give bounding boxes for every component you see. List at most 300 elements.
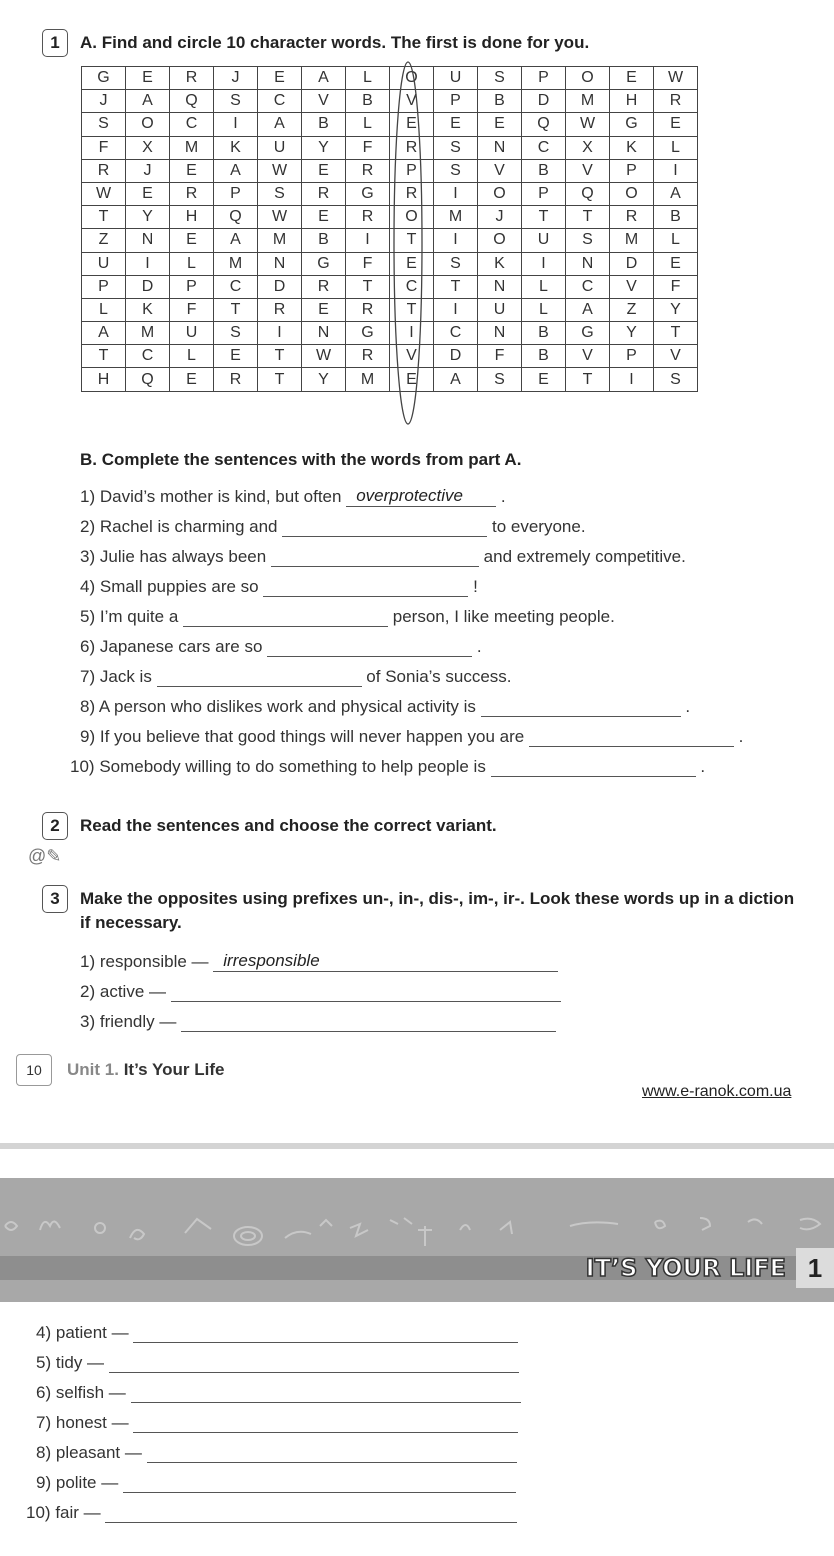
grid-cell[interactable]: X bbox=[566, 136, 610, 159]
item-number: 5) bbox=[36, 1353, 52, 1372]
grid-cell[interactable]: M bbox=[346, 368, 390, 391]
grid-cell[interactable]: L bbox=[346, 113, 390, 136]
grid-cell[interactable]: K bbox=[126, 298, 170, 321]
answer-blank[interactable] bbox=[181, 1013, 556, 1032]
grid-cell[interactable]: Y bbox=[654, 298, 698, 321]
opposite-item bbox=[26, 1503, 517, 1523]
grid-cell[interactable]: I bbox=[390, 322, 434, 345]
sentence-text: Jack is bbox=[99, 667, 152, 686]
sentence-number: 9) bbox=[80, 727, 96, 746]
grid-cell[interactable]: S bbox=[478, 368, 522, 391]
grid-cell[interactable]: P bbox=[522, 182, 566, 205]
grid-cell[interactable]: W bbox=[566, 113, 610, 136]
sentence bbox=[80, 667, 512, 687]
sentence bbox=[70, 757, 705, 777]
grid-cell[interactable]: N bbox=[258, 252, 302, 275]
grid-cell[interactable]: A bbox=[566, 298, 610, 321]
sentence-number: 3) bbox=[80, 547, 96, 566]
grid-cell[interactable]: I bbox=[434, 229, 478, 252]
sentence-text-end: . bbox=[700, 757, 706, 776]
item-number: 8) bbox=[36, 1443, 52, 1462]
grid-cell[interactable]: G bbox=[610, 113, 654, 136]
answer-text: overprotective bbox=[356, 486, 463, 505]
grid-cell[interactable]: P bbox=[214, 182, 258, 205]
grid-cell[interactable]: O bbox=[566, 67, 610, 90]
sentence-text-end: of Sonia’s success. bbox=[366, 667, 512, 686]
grid-cell[interactable]: A bbox=[654, 182, 698, 205]
answer-blank[interactable] bbox=[491, 758, 696, 777]
grid-cell[interactable]: B bbox=[302, 229, 346, 252]
grid-cell[interactable]: G bbox=[346, 182, 390, 205]
grid-cell[interactable]: B bbox=[478, 90, 522, 113]
exercise-number: 3 bbox=[42, 885, 68, 913]
grid-cell[interactable]: F bbox=[346, 252, 390, 275]
grid-cell[interactable]: L bbox=[654, 136, 698, 159]
answer-blank[interactable] bbox=[183, 608, 388, 627]
grid-cell[interactable]: O bbox=[478, 229, 522, 252]
grid-cell[interactable]: P bbox=[170, 275, 214, 298]
grid-cell[interactable]: P bbox=[610, 159, 654, 182]
grid-cell[interactable]: E bbox=[214, 345, 258, 368]
grid-cell[interactable]: Z bbox=[82, 229, 126, 252]
grid-cell[interactable]: L bbox=[654, 229, 698, 252]
grid-cell[interactable]: U bbox=[258, 136, 302, 159]
page-banner bbox=[0, 1178, 834, 1302]
grid-cell[interactable]: C bbox=[522, 136, 566, 159]
grid-cell[interactable]: Q bbox=[126, 368, 170, 391]
grid-cell[interactable]: J bbox=[126, 159, 170, 182]
grid-cell[interactable]: J bbox=[214, 67, 258, 90]
grid-cell[interactable]: B bbox=[522, 159, 566, 182]
grid-cell[interactable]: N bbox=[478, 136, 522, 159]
grid-cell[interactable]: V bbox=[478, 159, 522, 182]
grid-cell[interactable]: F bbox=[478, 345, 522, 368]
sentence-number: 1) bbox=[80, 487, 96, 506]
grid-cell[interactable]: T bbox=[390, 229, 434, 252]
sentence bbox=[80, 727, 743, 747]
grid-cell[interactable]: V bbox=[390, 90, 434, 113]
grid-cell[interactable]: O bbox=[126, 113, 170, 136]
unit-title: Unit 1. It’s Your Life bbox=[67, 1060, 225, 1079]
exercise-number: 2 bbox=[42, 812, 68, 840]
grid-cell[interactable]: U bbox=[522, 229, 566, 252]
grid-cell[interactable]: G bbox=[302, 252, 346, 275]
sentence bbox=[80, 697, 690, 717]
grid-cell[interactable]: R bbox=[346, 206, 390, 229]
sentence-text-end: . bbox=[738, 727, 744, 746]
grid-cell[interactable]: R bbox=[302, 182, 346, 205]
grid-cell[interactable]: E bbox=[170, 368, 214, 391]
grid-cell[interactable]: I bbox=[610, 368, 654, 391]
grid-cell[interactable]: T bbox=[654, 322, 698, 345]
grid-cell[interactable]: Q bbox=[522, 113, 566, 136]
grid-cell[interactable]: K bbox=[610, 136, 654, 159]
grid-cell[interactable]: P bbox=[390, 159, 434, 182]
grid-cell[interactable]: N bbox=[302, 322, 346, 345]
grid-cell[interactable]: K bbox=[478, 252, 522, 275]
grid-cell[interactable]: L bbox=[170, 252, 214, 275]
opposite-item bbox=[36, 1353, 519, 1373]
opposite-item bbox=[80, 982, 561, 1002]
item-word: responsible — bbox=[99, 952, 209, 971]
grid-cell[interactable]: E bbox=[170, 159, 214, 182]
grid-cell[interactable]: A bbox=[214, 229, 258, 252]
grid-cell[interactable]: T bbox=[82, 345, 126, 368]
grid-cell[interactable]: T bbox=[434, 275, 478, 298]
answer-blank[interactable] bbox=[263, 578, 468, 597]
answer-blank[interactable] bbox=[481, 698, 681, 717]
grid-cell[interactable]: U bbox=[82, 252, 126, 275]
grid-cell[interactable]: S bbox=[258, 182, 302, 205]
grid-cell[interactable]: W bbox=[82, 182, 126, 205]
grid-cell[interactable]: S bbox=[566, 229, 610, 252]
answer-text: irresponsible bbox=[223, 951, 320, 970]
grid-cell[interactable]: B bbox=[522, 322, 566, 345]
grid-cell[interactable]: S bbox=[214, 90, 258, 113]
grid-cell[interactable]: R bbox=[654, 90, 698, 113]
grid-cell[interactable]: A bbox=[126, 90, 170, 113]
grid-cell[interactable]: L bbox=[522, 275, 566, 298]
grid-cell[interactable]: S bbox=[654, 368, 698, 391]
grid-cell[interactable]: I bbox=[214, 113, 258, 136]
grid-cell[interactable]: Y bbox=[610, 322, 654, 345]
grid-cell[interactable]: E bbox=[126, 182, 170, 205]
grid-cell[interactable]: E bbox=[170, 229, 214, 252]
circled-word-oval bbox=[388, 56, 428, 430]
grid-cell[interactable]: V bbox=[566, 345, 610, 368]
grid-cell[interactable]: T bbox=[214, 298, 258, 321]
grid-cell[interactable]: E bbox=[654, 252, 698, 275]
exercise-3-heading-cont: if necessary. bbox=[80, 913, 182, 932]
answer-blank[interactable] bbox=[131, 1384, 521, 1403]
grid-cell[interactable]: V bbox=[390, 345, 434, 368]
grid-cell[interactable]: M bbox=[610, 229, 654, 252]
grid-cell[interactable]: S bbox=[82, 113, 126, 136]
grid-cell[interactable]: U bbox=[478, 298, 522, 321]
grid-cell[interactable]: O bbox=[478, 182, 522, 205]
grid-cell[interactable]: I bbox=[258, 322, 302, 345]
opposite-item bbox=[36, 1323, 518, 1343]
grid-cell[interactable]: H bbox=[82, 368, 126, 391]
sentence-number: 10) bbox=[70, 757, 95, 776]
item-number: 9) bbox=[36, 1473, 52, 1492]
grid-cell[interactable]: E bbox=[610, 67, 654, 90]
item-number: 10) bbox=[26, 1503, 51, 1522]
grid-cell[interactable]: T bbox=[390, 298, 434, 321]
answer-blank[interactable] bbox=[267, 638, 472, 657]
sentence bbox=[80, 607, 615, 627]
opposite-item bbox=[36, 1443, 517, 1463]
exercise-number: 1 bbox=[42, 29, 68, 57]
grid-cell[interactable]: K bbox=[214, 136, 258, 159]
grid-cell[interactable]: A bbox=[434, 368, 478, 391]
item-word: active — bbox=[99, 982, 166, 1001]
item-number: 1) bbox=[80, 952, 96, 971]
grid-cell[interactable]: Y bbox=[302, 136, 346, 159]
sentence bbox=[80, 637, 482, 657]
grid-cell[interactable]: Q bbox=[170, 90, 214, 113]
grid-cell[interactable]: Q bbox=[214, 206, 258, 229]
grid-cell[interactable]: J bbox=[478, 206, 522, 229]
grid-cell[interactable]: L bbox=[346, 67, 390, 90]
grid-cell[interactable]: T bbox=[258, 345, 302, 368]
grid-cell[interactable]: M bbox=[214, 252, 258, 275]
grid-cell[interactable]: W bbox=[258, 206, 302, 229]
grid-cell[interactable]: E bbox=[654, 113, 698, 136]
grid-cell[interactable]: A bbox=[258, 113, 302, 136]
item-number: 7) bbox=[36, 1413, 52, 1432]
grid-cell[interactable]: R bbox=[82, 159, 126, 182]
grid-cell[interactable]: Q bbox=[566, 182, 610, 205]
grid-cell[interactable]: R bbox=[258, 298, 302, 321]
item-word: patient — bbox=[55, 1323, 129, 1342]
grid-cell[interactable]: B bbox=[346, 90, 390, 113]
grid-cell[interactable]: X bbox=[126, 136, 170, 159]
grid-cell[interactable]: E bbox=[478, 113, 522, 136]
grid-cell[interactable]: J bbox=[82, 90, 126, 113]
grid-cell[interactable]: F bbox=[170, 298, 214, 321]
grid-cell[interactable]: U bbox=[170, 322, 214, 345]
item-word: selfish — bbox=[55, 1383, 126, 1402]
answer-blank[interactable] bbox=[147, 1444, 517, 1463]
sentence-text: If you believe that good things will never happen you are bbox=[99, 727, 525, 746]
answer-blank[interactable] bbox=[213, 953, 558, 972]
grid-cell[interactable]: C bbox=[434, 322, 478, 345]
answer-blank[interactable] bbox=[282, 518, 487, 537]
grid-cell[interactable]: E bbox=[126, 67, 170, 90]
grid-cell[interactable]: T bbox=[258, 368, 302, 391]
grid-cell[interactable]: C bbox=[170, 113, 214, 136]
grid-cell[interactable]: E bbox=[258, 67, 302, 90]
grid-cell[interactable]: T bbox=[522, 206, 566, 229]
sentence bbox=[80, 517, 586, 537]
grid-cell[interactable]: B bbox=[654, 206, 698, 229]
sentence-text: I’m quite a bbox=[99, 607, 179, 626]
grid-cell[interactable]: F bbox=[82, 136, 126, 159]
grid-cell[interactable]: Y bbox=[126, 206, 170, 229]
grid-cell[interactable]: A bbox=[302, 67, 346, 90]
part-b-heading: B. Complete the sentences with the words from part A. bbox=[80, 450, 522, 469]
grid-cell[interactable]: E bbox=[390, 113, 434, 136]
grid-cell[interactable]: R bbox=[170, 67, 214, 90]
sentence-text-end: . bbox=[476, 637, 482, 656]
grid-cell[interactable]: R bbox=[214, 368, 258, 391]
grid-cell[interactable]: C bbox=[214, 275, 258, 298]
grid-cell[interactable]: O bbox=[390, 206, 434, 229]
grid-cell[interactable]: D bbox=[610, 252, 654, 275]
part-a-heading: A. Find and circle 10 character words. The first is done for you. bbox=[80, 33, 590, 52]
grid-cell[interactable]: N bbox=[478, 322, 522, 345]
grid-cell[interactable]: R bbox=[390, 136, 434, 159]
grid-cell[interactable]: N bbox=[126, 229, 170, 252]
answer-blank[interactable] bbox=[171, 983, 561, 1002]
sentence-text: Julie has always been bbox=[99, 547, 267, 566]
item-number: 2) bbox=[80, 982, 96, 1001]
grid-cell[interactable]: N bbox=[566, 252, 610, 275]
grid-cell[interactable]: W bbox=[654, 67, 698, 90]
grid-cell[interactable]: B bbox=[522, 345, 566, 368]
exercise-3-heading: Make the opposites using prefixes un-, in-, dis-, im-, ir-. Look these words up in a diction bbox=[80, 889, 795, 908]
grid-cell[interactable]: S bbox=[214, 322, 258, 345]
item-number: 4) bbox=[36, 1323, 52, 1342]
sentence-text-end: person, I like meeting people. bbox=[392, 607, 615, 626]
sentence-text: A person who dislikes work and physical activity is bbox=[98, 697, 476, 716]
grid-cell[interactable]: C bbox=[258, 90, 302, 113]
grid-cell[interactable]: O bbox=[390, 67, 434, 90]
grid-cell[interactable]: L bbox=[170, 345, 214, 368]
grid-cell[interactable]: T bbox=[82, 206, 126, 229]
grid-cell[interactable]: E bbox=[302, 159, 346, 182]
grid-cell[interactable]: B bbox=[302, 113, 346, 136]
page-divider bbox=[0, 1143, 834, 1149]
grid-cell[interactable]: A bbox=[214, 159, 258, 182]
answer-blank[interactable] bbox=[346, 488, 496, 507]
grid-cell[interactable]: R bbox=[346, 159, 390, 182]
sentence-text: David’s mother is kind, but often bbox=[99, 487, 342, 506]
answer-blank[interactable] bbox=[105, 1504, 517, 1523]
grid-cell[interactable]: G bbox=[82, 67, 126, 90]
grid-cell[interactable]: D bbox=[126, 275, 170, 298]
grid-cell[interactable]: N bbox=[478, 275, 522, 298]
sentence-number: 8) bbox=[80, 697, 96, 716]
grid-cell[interactable]: E bbox=[302, 206, 346, 229]
answer-blank[interactable] bbox=[271, 548, 479, 567]
grid-cell[interactable]: P bbox=[82, 275, 126, 298]
sentence bbox=[80, 577, 478, 597]
grid-cell[interactable]: S bbox=[434, 252, 478, 275]
grid-cell[interactable]: S bbox=[434, 159, 478, 182]
grid-cell[interactable]: E bbox=[522, 368, 566, 391]
item-word: polite — bbox=[55, 1473, 119, 1492]
item-word: pleasant — bbox=[55, 1443, 142, 1462]
grid-cell[interactable]: I bbox=[434, 298, 478, 321]
sentence-number: 7) bbox=[80, 667, 96, 686]
grid-cell[interactable]: L bbox=[522, 298, 566, 321]
banner-title: IT’S YOUR LIFE bbox=[585, 1254, 786, 1282]
website-link[interactable]: www.e-ranok.com.ua bbox=[642, 1083, 792, 1100]
grid-cell[interactable]: A bbox=[82, 322, 126, 345]
sentence bbox=[80, 487, 506, 507]
grid-cell[interactable]: Z bbox=[610, 298, 654, 321]
sentence bbox=[80, 547, 686, 567]
banner-unit-number: 1 bbox=[796, 1248, 834, 1288]
grid-cell[interactable]: R bbox=[170, 182, 214, 205]
answer-blank[interactable] bbox=[133, 1324, 518, 1343]
item-word: tidy — bbox=[55, 1353, 105, 1372]
grid-cell[interactable]: R bbox=[346, 345, 390, 368]
grid-cell[interactable]: R bbox=[390, 182, 434, 205]
grid-cell[interactable]: I bbox=[126, 252, 170, 275]
grid-cell[interactable]: S bbox=[434, 136, 478, 159]
sentence-text: Somebody willing to do something to help people is bbox=[99, 757, 486, 776]
grid-cell[interactable]: I bbox=[346, 229, 390, 252]
grid-cell[interactable]: L bbox=[82, 298, 126, 321]
grid-cell[interactable]: T bbox=[566, 368, 610, 391]
grid-cell[interactable]: M bbox=[170, 136, 214, 159]
item-number: 3) bbox=[80, 1012, 96, 1031]
grid-cell[interactable]: E bbox=[302, 298, 346, 321]
grid-cell[interactable]: I bbox=[654, 159, 698, 182]
grid-cell[interactable]: C bbox=[126, 345, 170, 368]
sentence-number: 2) bbox=[80, 517, 96, 536]
grid-cell[interactable]: O bbox=[610, 182, 654, 205]
grid-cell[interactable]: V bbox=[302, 90, 346, 113]
grid-cell[interactable]: U bbox=[434, 67, 478, 90]
grid-cell[interactable]: I bbox=[522, 252, 566, 275]
online-icon: @✎ bbox=[28, 846, 62, 866]
grid-cell[interactable]: W bbox=[258, 159, 302, 182]
grid-cell[interactable]: H bbox=[610, 90, 654, 113]
grid-cell[interactable]: G bbox=[566, 322, 610, 345]
sentence-text-end: ! bbox=[473, 577, 478, 596]
item-number: 6) bbox=[36, 1383, 52, 1402]
grid-cell[interactable]: D bbox=[522, 90, 566, 113]
grid-cell[interactable]: T bbox=[346, 275, 390, 298]
sentence-text-end: . bbox=[500, 487, 506, 506]
opposite-item bbox=[36, 1383, 521, 1403]
sentence-number: 4) bbox=[80, 577, 96, 596]
answer-blank[interactable] bbox=[133, 1414, 518, 1433]
grid-cell[interactable]: P bbox=[434, 90, 478, 113]
grid-cell[interactable]: V bbox=[566, 159, 610, 182]
grid-cell[interactable]: C bbox=[390, 275, 434, 298]
sentence-number: 6) bbox=[80, 637, 96, 656]
grid-cell[interactable]: C bbox=[566, 275, 610, 298]
sentence-text-end: . bbox=[685, 697, 691, 716]
sentence-text-end: and extremely competitive. bbox=[483, 547, 686, 566]
sentence-text: Japanese cars are so bbox=[99, 637, 263, 656]
opposite-item bbox=[80, 1012, 556, 1032]
grid-cell[interactable]: E bbox=[390, 368, 434, 391]
item-word: honest — bbox=[55, 1413, 129, 1432]
grid-cell[interactable]: M bbox=[126, 322, 170, 345]
grid-cell[interactable]: P bbox=[522, 67, 566, 90]
grid-cell[interactable]: P bbox=[610, 345, 654, 368]
grid-cell[interactable]: V bbox=[610, 275, 654, 298]
grid-cell[interactable]: Y bbox=[302, 368, 346, 391]
grid-cell[interactable]: D bbox=[258, 275, 302, 298]
answer-blank[interactable] bbox=[529, 728, 734, 747]
grid-cell[interactable]: F bbox=[346, 136, 390, 159]
grid-cell[interactable]: V bbox=[654, 345, 698, 368]
grid-cell[interactable]: M bbox=[566, 90, 610, 113]
grid-cell[interactable]: R bbox=[610, 206, 654, 229]
grid-cell[interactable]: T bbox=[566, 206, 610, 229]
grid-cell[interactable]: R bbox=[302, 275, 346, 298]
grid-cell[interactable]: G bbox=[346, 322, 390, 345]
grid-cell[interactable]: E bbox=[434, 113, 478, 136]
opposite-item bbox=[36, 1413, 518, 1433]
grid-cell[interactable]: E bbox=[390, 252, 434, 275]
grid-cell[interactable]: S bbox=[478, 67, 522, 90]
grid-cell[interactable]: H bbox=[170, 206, 214, 229]
answer-blank[interactable] bbox=[157, 668, 362, 687]
grid-cell[interactable]: F bbox=[654, 275, 698, 298]
sentence-text-end: to everyone. bbox=[491, 517, 586, 536]
item-word: fair — bbox=[55, 1503, 101, 1522]
sentence-text: Small puppies are so bbox=[99, 577, 259, 596]
answer-blank[interactable] bbox=[123, 1474, 516, 1493]
grid-cell[interactable]: D bbox=[434, 345, 478, 368]
answer-blank[interactable] bbox=[109, 1354, 519, 1373]
grid-cell[interactable]: I bbox=[434, 182, 478, 205]
grid-cell[interactable]: R bbox=[346, 298, 390, 321]
grid-cell[interactable]: W bbox=[302, 345, 346, 368]
item-word: friendly — bbox=[99, 1012, 177, 1031]
exercise-2-heading: Read the sentences and choose the correct variant. bbox=[80, 816, 497, 835]
grid-cell[interactable]: M bbox=[434, 206, 478, 229]
grid-cell[interactable]: M bbox=[258, 229, 302, 252]
